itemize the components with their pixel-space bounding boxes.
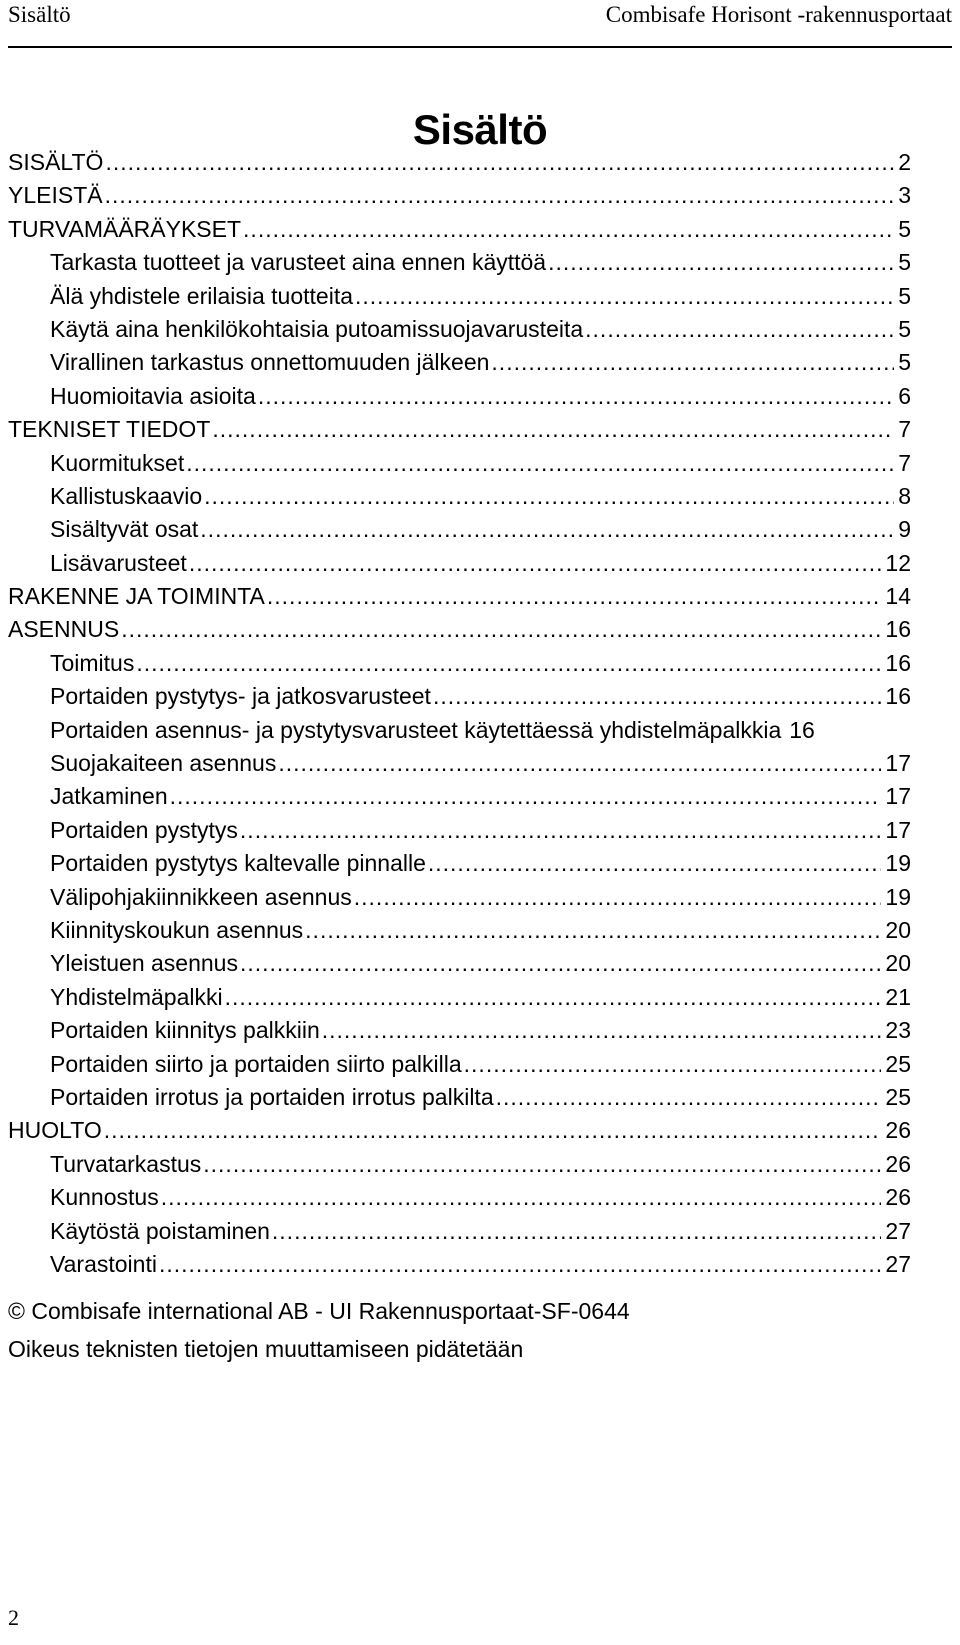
toc-dot-leader [170, 780, 882, 813]
toc-entry-page-number: 7 [898, 416, 911, 443]
header-product-name: Combisafe Horisont -rakennusportaat [605, 2, 952, 27]
toc-entry-label: Portaiden pystytys- ja jatkosvarusteet [50, 683, 431, 710]
toc-entry[interactable] [8, 447, 911, 480]
toc-entry-label: Portaiden pystytys kaltevalle pinnalle [50, 850, 426, 877]
toc-entry-page-number: 20 [885, 916, 911, 943]
toc-entry-label: SISÄLTÖ [8, 149, 104, 175]
toc-entry-page-number: 5 [898, 249, 911, 276]
footer [8, 1292, 630, 1368]
toc-entry-label: Tarkasta tuotteet ja varusteet aina ennen käyttöä [50, 249, 547, 276]
toc-entry-page-number: 26 [885, 1150, 911, 1177]
toc-entry-page-number: 5 [898, 282, 911, 309]
toc-entry[interactable] [8, 213, 911, 246]
toc-dot-leader [355, 280, 894, 313]
toc-dot-leader [496, 1081, 882, 1114]
toc-entry-label: Suojakaiteen asennus [50, 750, 277, 777]
toc-entry-label: Välipohjakiinnikkeen asennus [50, 883, 352, 910]
toc-entry-label: Kuormitukset [50, 449, 185, 476]
toc-dot-leader [212, 413, 894, 446]
toc-dot-leader [428, 847, 882, 880]
toc-entry-page-number: 6 [898, 382, 911, 409]
toc-entry-label: Portaiden irrotus ja portaiden irrotus palkilta [50, 1083, 494, 1110]
toc-entry-label: Lisävarusteet [50, 549, 187, 576]
toc-entry-label: Älä yhdistele erilaisia tuotteita [50, 282, 353, 309]
toc-dot-leader [225, 981, 882, 1014]
toc-dot-leader [203, 1148, 881, 1181]
copyright-text: © Combisafe international AB - UI Rakennusportaat-SF-0644 [8, 1298, 630, 1324]
toc-dot-leader [278, 747, 881, 780]
toc-entry-label: Sisältyvät osat [50, 516, 199, 543]
toc-entry-page-number: 8 [898, 482, 911, 509]
toc-entry-label: Yhdistelmäpalkki [50, 983, 223, 1010]
toc-entry-label: Turvatarkastus [50, 1150, 202, 1177]
toc-entry[interactable] [8, 513, 911, 546]
toc-entry[interactable] [8, 947, 911, 980]
toc-entry-label: Kunnostus [50, 1184, 159, 1211]
toc-entry-label: TEKNISET TIEDOT [8, 416, 211, 443]
toc-dot-leader [240, 814, 881, 847]
toc-entry-label: Toimitus [50, 649, 135, 676]
toc-entry[interactable] [8, 1081, 911, 1114]
toc-entry-page-number: 2 [898, 149, 911, 175]
toc-entry-page-number: 27 [885, 1217, 911, 1244]
toc-entry-page-number: 16 [789, 716, 815, 743]
toc-entry-page-number: 16 [885, 649, 911, 676]
toc-dot-leader [161, 1181, 882, 1214]
toc-dot-leader [433, 680, 881, 713]
toc-entry-page-number: 19 [885, 883, 911, 910]
toc-entry-page-number: 12 [885, 549, 911, 576]
toc-dot-leader [585, 313, 894, 346]
toc-entry-label: TURVAMÄÄRÄYKSET [8, 215, 242, 242]
toc-entry-label: Virallinen tarkastus onnettomuuden jälkeen [50, 349, 490, 376]
toc-entry[interactable] [8, 814, 911, 847]
toc-dot-leader [105, 146, 894, 179]
toc-entry[interactable] [8, 847, 911, 880]
toc-entry[interactable] [8, 613, 911, 646]
toc-entry[interactable] [8, 680, 911, 713]
toc-entry-label: Kiinnityskoukun asennus [50, 916, 304, 943]
toc-entry[interactable] [8, 714, 911, 747]
toc-entry-page-number: 20 [885, 950, 911, 977]
toc-dot-leader [272, 1215, 882, 1248]
page-number: 2 [8, 1605, 19, 1630]
toc-entry[interactable] [8, 1048, 911, 1081]
toc-entry[interactable] [8, 246, 911, 279]
toc-entry-page-number: 25 [885, 1083, 911, 1110]
toc-entry-label: Varastointi [50, 1250, 157, 1277]
toc-entry-label: Yleistuen asennus [50, 950, 238, 977]
toc-entry-label: Portaiden siirto ja portaiden siirto palkilla [50, 1050, 462, 1077]
toc-entry-page-number: 26 [885, 1117, 911, 1144]
toc-entry[interactable] [8, 1148, 911, 1181]
toc-entry-label: RAKENNE JA TOIMINTA [8, 583, 265, 610]
toc-dot-leader [491, 346, 894, 379]
toc-entry-page-number: 26 [885, 1184, 911, 1211]
toc-dot-leader [121, 613, 881, 646]
toc-dot-leader [267, 580, 882, 613]
toc-entry[interactable] [8, 1014, 911, 1047]
toc-entry[interactable] [8, 881, 911, 914]
toc-dot-leader [159, 1248, 881, 1281]
table-of-contents [8, 146, 911, 1281]
toc-dot-leader [354, 881, 882, 914]
toc-entry-page-number: 27 [885, 1250, 911, 1277]
toc-entry-page-number: 25 [885, 1050, 911, 1077]
toc-entry-page-number: 17 [885, 816, 911, 843]
toc-entry-page-number: 23 [885, 1017, 911, 1044]
toc-dot-leader [200, 513, 894, 546]
toc-dot-leader [548, 246, 894, 279]
toc-entry[interactable] [8, 1181, 911, 1214]
header-section-title: Sisältö [8, 2, 71, 27]
toc-entry-page-number: 14 [885, 583, 911, 610]
toc-entry-label: Portaiden pystytys [50, 816, 238, 843]
toc-entry[interactable] [8, 413, 911, 446]
toc-entry-label: Portaiden kiinnitys palkkiin [50, 1017, 320, 1044]
toc-entry-page-number: 16 [885, 616, 911, 643]
toc-entry[interactable] [8, 580, 911, 613]
toc-entry-label: YLEISTÄ [8, 182, 103, 209]
toc-dot-leader [104, 1114, 882, 1147]
toc-entry[interactable] [8, 747, 911, 780]
page-title: Sisältö [412, 106, 548, 154]
toc-entry-page-number: 3 [898, 182, 911, 209]
toc-entry[interactable] [8, 280, 911, 313]
toc-entry-label: HUOLTO [8, 1117, 102, 1144]
toc-entry[interactable] [8, 981, 911, 1014]
toc-entry-label: Käytä aina henkilökohtaisia putoamissuojavarusteita [50, 315, 584, 342]
toc-entry[interactable] [8, 1248, 911, 1281]
toc-entry-page-number: 17 [885, 783, 911, 810]
toc-entry-page-number: 19 [885, 850, 911, 877]
toc-entry-page-number: 7 [898, 449, 911, 476]
toc-entry-page-number: 21 [885, 983, 911, 1010]
toc-entry-label: Käytöstä poistaminen [50, 1217, 270, 1244]
toc-entry[interactable] [8, 480, 911, 513]
toc-entry-page-number: 5 [898, 315, 911, 342]
toc-entry[interactable] [8, 179, 911, 212]
toc-dot-leader [243, 213, 894, 246]
toc-entry[interactable] [8, 146, 911, 179]
toc-entry-label: ASENNUS [8, 616, 120, 643]
toc-entry-page-number: 5 [898, 349, 911, 376]
toc-entry-page-number: 17 [885, 750, 911, 777]
toc-entry[interactable] [8, 380, 911, 413]
toc-entry-label: Kallistuskaavio [50, 482, 203, 509]
toc-dot-leader [464, 1048, 882, 1081]
toc-dot-leader [240, 947, 881, 980]
toc-dot-leader [305, 914, 881, 947]
disclaimer-text: Oikeus teknisten tietojen muuttamiseen pidätetään [8, 1336, 524, 1362]
toc-entry[interactable] [8, 780, 911, 813]
toc-entry-page-number: 16 [885, 683, 911, 710]
toc-entry[interactable] [8, 647, 911, 680]
toc-dot-leader [322, 1014, 882, 1047]
toc-entry[interactable] [8, 914, 911, 947]
toc-entry-label: Jatkaminen [50, 783, 168, 810]
toc-entry-label: Portaiden asennus- ja pystytysvarusteet käytettäessä yhdistelmäpalkkia [50, 716, 782, 743]
toc-entry-page-number: 5 [898, 215, 911, 242]
toc-entry[interactable] [8, 313, 911, 346]
toc-entry-label: Huomioitavia asioita [50, 382, 256, 409]
toc-dot-leader [186, 447, 894, 480]
running-header [8, 0, 952, 48]
toc-dot-leader [258, 380, 894, 413]
toc-dot-leader [105, 179, 895, 212]
toc-entry[interactable] [8, 1215, 911, 1248]
toc-entry-page-number: 9 [898, 516, 911, 543]
toc-entry[interactable] [8, 346, 911, 379]
toc-dot-leader [204, 480, 894, 513]
toc-entry[interactable] [8, 1114, 911, 1147]
toc-dot-leader [189, 547, 882, 580]
toc-entry[interactable] [8, 547, 911, 580]
toc-dot-leader [136, 647, 881, 680]
